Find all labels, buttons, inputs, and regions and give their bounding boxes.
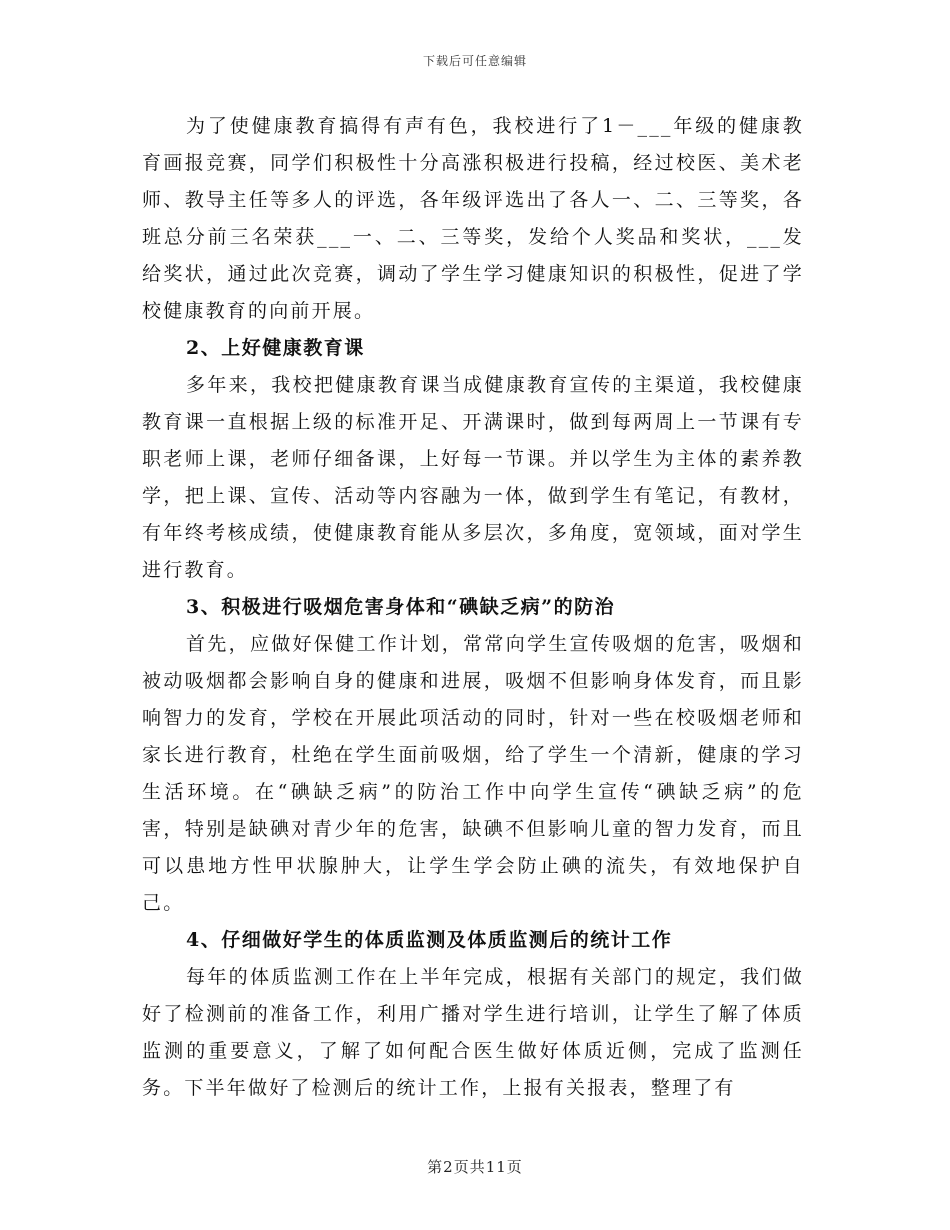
paragraph-health-poster-contest: 为了使健康教育搞得有声有色，我校进行了1－___年级的健康教育画报竞赛，同学们积极性十分高涨积极进行投稿，经过校医、美术老师、教导主任等多人的评选，各年级评选出了各人一、二、三等奖，各班总分前三名荣获___一、二、三等奖，发给个人奖品和奖状，___发给奖状，通过此次竞赛，调动了学生学习健康知识的积极性，促进了学校健康教育的向前开展。 — [142, 115, 804, 322]
section-heading-smoking-iodine: 3、积极进行吸烟危害身体和“碘缺乏病”的防治 — [186, 596, 616, 618]
page-number: 第2页共11页 — [427, 1158, 523, 1176]
page-header: 下载后可任意编辑 — [422, 54, 527, 68]
paragraph-smoking-iodine: 首先，应做好保健工作计划，常常向学生宣传吸烟的危害，吸烟和被动吸烟都会影响自身的健康和进展，吸烟不但影响身体发育，而且影响智力的发育，学校在开展此项活动的同时，针对一些在校吸烟老师和家长进行教育，杜绝在学生面前吸烟，给了学生一个清新，健康的学习生活环境。在“碘缺乏病”的防治工作中向学生宣传“碘缺乏病”的危害，特别是缺碘对青少年的危害，缺碘不但影响儿童的智力发育，而且可以患地方性甲状腺肿大，让学生学会防止碘的流失，有效地保护自己。 — [142, 633, 804, 914]
paragraph-health-class: 多年来，我校把健康教育课当成健康教育宣传的主渠道，我校健康教育课一直根据上级的标准开足、开满课时，做到每两周上一节课有专职老师上课，老师仔细备课，上好每一节课。并以学生为主体的素养教学，把上课、宣传、活动等内容融为一体，做到学生有笔记，有教材，有年终考核成绩，使健康教育能从多层次，多角度，宽领域，面对学生进行教育。 — [142, 374, 804, 581]
section-heading-health-class: 2、上好健康教育课 — [186, 337, 365, 359]
document-body — [142, 108, 804, 1107]
section-heading-physical-monitoring: 4、仔细做好学生的体质监测及体质监测后的统计工作 — [186, 929, 673, 951]
paragraph-physical-monitoring: 每年的体质监测工作在上半年完成，根据有关部门的规定，我们做好了检测前的准备工作，利用广播对学生进行培训，让学生了解了体质监测的重要意义，了解了如何配合医生做好体质近侧，完成了监测任务。下半年做好了检测后的统计工作，上报有关报表，整理了有 — [142, 966, 804, 1099]
